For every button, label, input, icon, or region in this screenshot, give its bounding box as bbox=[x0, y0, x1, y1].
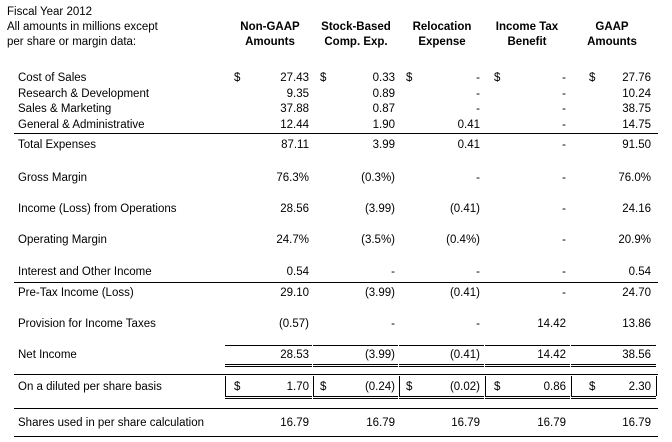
cell-value: (0.24) bbox=[364, 381, 395, 393]
row-separator bbox=[14, 436, 658, 437]
cell-value: - bbox=[476, 103, 480, 115]
cell-value: 29.10 bbox=[280, 287, 309, 299]
fiscal-year-title: Fiscal Year 2012 bbox=[7, 6, 93, 18]
cell-value: (3.5%) bbox=[361, 234, 395, 246]
cell-value: 24.7% bbox=[276, 234, 309, 246]
cell-value: 27.76 bbox=[622, 72, 651, 84]
cell-value: - bbox=[562, 119, 566, 131]
cell-value: - bbox=[562, 72, 566, 84]
row-label: Total Expenses bbox=[18, 139, 96, 151]
row-label: Operating Margin bbox=[18, 234, 107, 246]
cell-value: 76.0% bbox=[618, 172, 651, 184]
per-share-box bbox=[225, 376, 312, 396]
double-rule-line bbox=[571, 396, 656, 399]
cell-value: - bbox=[562, 266, 566, 278]
column-header-stock-based: Stock-Based Comp. Exp. bbox=[321, 21, 391, 48]
cell-value: 38.75 bbox=[622, 103, 651, 115]
row-label: Shares used in per share calculation bbox=[18, 417, 205, 429]
row-label: Pre-Tax Income (Loss) bbox=[18, 287, 134, 299]
cell-value: 14.42 bbox=[537, 349, 566, 361]
cell-value: - bbox=[562, 234, 566, 246]
cell-value: (0.57) bbox=[278, 318, 309, 330]
cell-value: 0.87 bbox=[372, 103, 395, 115]
per-share-box bbox=[571, 376, 656, 396]
per-share-box bbox=[399, 376, 484, 396]
cell-value: 13.86 bbox=[622, 318, 651, 330]
cell-value: 27.43 bbox=[280, 72, 309, 84]
currency-symbol: $ bbox=[406, 72, 413, 84]
cell-value: 0.86 bbox=[543, 381, 566, 393]
cell-value: (3.99) bbox=[364, 349, 395, 361]
double-rule-line bbox=[225, 396, 312, 399]
rule-line bbox=[485, 345, 570, 346]
cell-value: 9.35 bbox=[286, 88, 309, 100]
row-separator bbox=[14, 374, 658, 375]
table-title-block bbox=[7, 5, 158, 50]
double-rule-line bbox=[399, 396, 484, 399]
cell-value: (0.41) bbox=[449, 287, 480, 299]
double-rule-line bbox=[571, 364, 656, 367]
double-rule-line bbox=[313, 364, 398, 367]
row-label: Sales & Marketing bbox=[18, 103, 112, 115]
cell-value: 1.90 bbox=[372, 119, 395, 131]
cell-value: - bbox=[476, 318, 480, 330]
row-separator bbox=[14, 133, 658, 134]
cell-value: (0.41) bbox=[449, 203, 480, 215]
cell-value: 24.70 bbox=[622, 287, 651, 299]
currency-symbol: $ bbox=[406, 381, 413, 393]
rule-line bbox=[225, 345, 312, 346]
cell-value: 38.56 bbox=[622, 349, 651, 361]
row-separator bbox=[14, 282, 658, 283]
cell-value: 24.16 bbox=[622, 203, 651, 215]
cell-value: - bbox=[562, 172, 566, 184]
cell-value: 16.79 bbox=[451, 417, 480, 429]
currency-symbol: $ bbox=[234, 381, 241, 393]
row-label: Net Income bbox=[18, 349, 77, 361]
currency-symbol: $ bbox=[320, 72, 327, 84]
row-label: Income (Loss) from Operations bbox=[18, 203, 177, 215]
cell-value: - bbox=[562, 203, 566, 215]
per-share-box-edge bbox=[656, 376, 657, 396]
row-label: Provision for Income Taxes bbox=[18, 318, 156, 330]
cell-value: 3.99 bbox=[372, 139, 395, 151]
column-header-income-tax: Income Tax Benefit bbox=[495, 21, 559, 48]
column-header-non-gaap: Non-GAAP Amounts bbox=[240, 21, 300, 48]
units-note-line2: per share or margin data: bbox=[7, 36, 137, 48]
cell-value: 0.41 bbox=[457, 119, 480, 131]
cell-value: 0.33 bbox=[372, 72, 395, 84]
cell-value: 2.30 bbox=[628, 381, 651, 393]
rule-line bbox=[313, 345, 398, 346]
cell-value: 12.44 bbox=[280, 119, 309, 131]
cell-value: (0.4%) bbox=[446, 234, 480, 246]
double-rule-line bbox=[313, 396, 398, 399]
cell-value: 37.88 bbox=[280, 103, 309, 115]
cell-value: 0.54 bbox=[286, 266, 309, 278]
cell-value: - bbox=[476, 266, 480, 278]
cell-value: 0.54 bbox=[628, 266, 651, 278]
cell-value: 28.53 bbox=[280, 349, 309, 361]
currency-symbol: $ bbox=[234, 72, 241, 84]
cell-value: - bbox=[476, 172, 480, 184]
currency-symbol: $ bbox=[589, 72, 596, 84]
double-rule-line bbox=[485, 364, 570, 367]
rule-line bbox=[571, 345, 656, 346]
cell-value: 10.24 bbox=[622, 88, 651, 100]
cell-value: (3.99) bbox=[364, 203, 395, 215]
cell-value: (0.02) bbox=[449, 381, 480, 393]
cell-value: 0.89 bbox=[372, 88, 395, 100]
cell-value: 91.50 bbox=[622, 139, 651, 151]
units-note-line1: All amounts in millions except bbox=[7, 21, 158, 33]
per-share-box bbox=[313, 376, 398, 396]
cell-value: - bbox=[562, 88, 566, 100]
row-label: On a diluted per share basis bbox=[18, 381, 162, 393]
cell-value: 14.42 bbox=[537, 318, 566, 330]
per-share-box bbox=[485, 376, 570, 396]
row-label: Research & Development bbox=[18, 88, 150, 100]
cell-value: - bbox=[476, 72, 480, 84]
double-rule-line bbox=[485, 396, 570, 399]
cell-value: (3.99) bbox=[364, 287, 395, 299]
cell-value: 0.41 bbox=[457, 139, 480, 151]
cell-value: 28.56 bbox=[280, 203, 309, 215]
column-header-relocation: Relocation Expense bbox=[412, 21, 472, 48]
double-rule-line bbox=[399, 364, 484, 367]
cell-value: - bbox=[391, 318, 395, 330]
cell-value: - bbox=[562, 103, 566, 115]
cell-value: (0.41) bbox=[449, 349, 480, 361]
cell-value: 16.79 bbox=[537, 417, 566, 429]
cell-value: - bbox=[562, 139, 566, 151]
rule-line bbox=[399, 345, 484, 346]
double-rule-line bbox=[225, 364, 312, 367]
cell-value: - bbox=[476, 88, 480, 100]
cell-value: 20.9% bbox=[618, 234, 651, 246]
cell-value: 16.79 bbox=[280, 417, 309, 429]
cell-value: - bbox=[562, 287, 566, 299]
currency-symbol: $ bbox=[320, 381, 327, 393]
currency-symbol: $ bbox=[589, 381, 596, 393]
cell-value: 1.70 bbox=[286, 381, 309, 393]
cell-value: 87.11 bbox=[281, 139, 309, 151]
column-header-gaap: GAAP Amounts bbox=[587, 21, 637, 48]
row-label: Gross Margin bbox=[18, 172, 88, 184]
row-label: General & Administrative bbox=[18, 119, 145, 131]
cell-value: (0.3%) bbox=[361, 172, 395, 184]
cell-value: 76.3% bbox=[276, 172, 309, 184]
currency-symbol: $ bbox=[494, 381, 501, 393]
cell-value: 14.75 bbox=[622, 119, 651, 131]
cell-value: 16.79 bbox=[622, 417, 651, 429]
cell-value: - bbox=[391, 266, 395, 278]
currency-symbol: $ bbox=[494, 72, 501, 84]
row-label: Cost of Sales bbox=[18, 72, 87, 84]
row-label: Interest and Other Income bbox=[18, 266, 152, 278]
row-separator bbox=[14, 408, 658, 409]
cell-value: 16.79 bbox=[366, 417, 395, 429]
